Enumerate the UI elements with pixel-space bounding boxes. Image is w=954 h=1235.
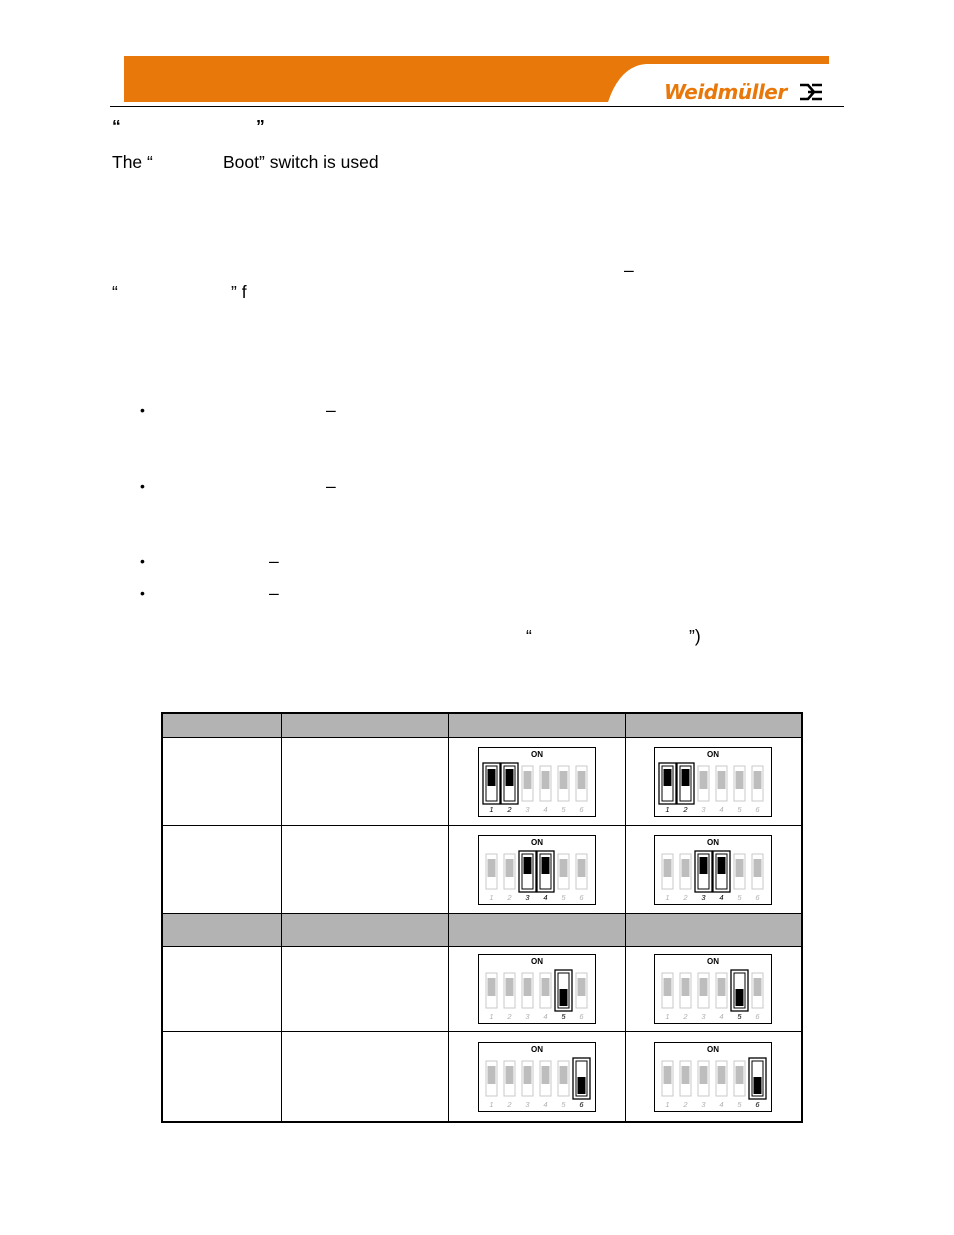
dip-switch-knob [718,978,726,996]
dip-switch-number: 1 [665,1099,670,1109]
paragraph-intro-rest: Boot” switch is used [223,152,379,172]
dip-switch-knob [754,859,762,877]
dip-switch-knob [664,859,672,877]
dip-switch-knob [664,769,672,786]
table-section-header-row [162,914,802,947]
table-cell [448,947,625,1032]
heading-open-quote: “ [112,116,121,136]
dip-switch-diagram [654,1042,772,1112]
dip-switch-knob [523,857,531,874]
table-cell [625,947,802,1032]
dip-switch-knob [718,771,726,789]
dip-switch-knob [754,978,762,996]
dip-switch-diagram [478,747,596,817]
table-header-cell [281,713,448,738]
dip-switch-number: 5 [560,804,566,814]
dip-switch-knob [718,857,726,874]
dip-switch-diagram [478,1042,596,1112]
dip-switch-number: 4 [719,1099,724,1109]
bullet-marker: • [140,402,145,418]
dip-switch-knob [541,857,549,874]
dip-switch-number: 1 [665,1012,670,1021]
dip-switch-number: 4 [719,804,724,814]
dip-switch-knob [700,771,708,789]
dip-switch-knob [523,1066,531,1084]
dip-switch-number: 2 [506,804,512,814]
dip-switch-knob [541,1066,549,1084]
paragraph-intro-start: The “ [112,152,153,172]
dip-switch-number: 4 [719,1012,724,1021]
dip-switch-number: 6 [578,1099,584,1109]
dip-switch-number: 1 [488,892,494,902]
dip-switch-knob [754,771,762,789]
dip-switch-number: 4 [719,892,724,902]
note-close-quote: ”) [689,626,701,646]
dip-switch-number: 3 [701,804,706,814]
dip-switch-knob [577,978,585,996]
dip-switch-knob [487,978,495,996]
dip-switch-number: 6 [578,804,584,814]
table-cell [448,1032,625,1123]
dip-switch-knob [700,1066,708,1084]
paragraph-close-quote: ” f [231,282,247,302]
dip-switch-knob [736,771,744,789]
dip-switch-knob [682,769,690,786]
dip-switch-number: 4 [542,804,548,814]
table-row [162,1032,802,1123]
dip-switch-knob [505,769,513,786]
bullet-dash: – [326,400,336,420]
dip-switch-knob [523,978,531,996]
dip-switch-knob [736,1066,744,1084]
dip-switch-knob [487,859,495,877]
dip-switch-knob [559,771,567,789]
dip-switch-knob [505,978,513,996]
dip-switch-diagram [478,835,596,905]
dip-switch-number: 3 [524,892,530,902]
dip-switch-knob [505,1066,513,1084]
dip-on-label: ON [530,957,543,966]
dip-switch-number: 4 [542,1099,548,1109]
dip-switch-knob [487,769,495,786]
dip-on-label: ON [707,749,720,759]
dip-switch-knob [664,978,672,996]
bullet-dash: – [269,551,279,571]
dip-switch-knob [754,1077,762,1094]
dip-switch-number: 1 [488,1099,494,1109]
dip-switch-number: 2 [683,1099,688,1109]
dip-switch-diagram [654,954,772,1024]
table-header-cell [625,713,802,738]
table-cell [162,738,281,826]
table-row [162,738,802,826]
dip-switch-knob [718,1066,726,1084]
dip-switch-number: 1 [665,804,670,814]
table-cell [625,826,802,914]
dip-switch-knob [664,1066,672,1084]
note-open-quote: “ [526,626,532,646]
table-header-cell [448,713,625,738]
dip-switch-knob [682,859,690,877]
dip-switch-number: 5 [737,1012,742,1021]
bullet-dash: – [269,583,279,603]
dip-switch-number: 2 [683,804,688,814]
header-divider [110,106,844,107]
table-row [162,947,802,1032]
table-cell [281,1032,448,1123]
dip-switch-knob [487,1066,495,1084]
dip-switch-table [161,712,803,1123]
dip-switch-number: 5 [560,1012,566,1021]
table-header-cell [625,914,802,947]
table-header-cell [281,914,448,947]
table-header-cell [162,914,281,947]
dip-switch-knob [577,771,585,789]
dip-switch-knob [559,989,567,1006]
dip-on-label: ON [530,749,543,759]
dip-switch-number: 3 [701,1099,706,1109]
table-cell [625,1032,802,1123]
dip-switch-number: 3 [701,1012,706,1021]
dip-on-label: ON [530,1044,543,1054]
dip-switch-number: 6 [578,1012,584,1021]
table-cell [162,826,281,914]
dip-switch-number: 5 [560,892,566,902]
dip-switch-diagram [654,747,772,817]
dip-switch-knob [505,859,513,877]
dip-switch-number: 3 [524,804,530,814]
dip-switch-number: 2 [506,1099,512,1109]
dip-switch-number: 6 [755,892,760,902]
dip-switch-knob [700,978,708,996]
dip-switch-number: 2 [506,1012,512,1021]
dip-on-label: ON [707,1044,720,1054]
dip-switch-number: 5 [737,804,742,814]
table-cell [281,947,448,1032]
table-row [162,826,802,914]
dip-switch-knob [559,1066,567,1084]
dip-switch-number: 5 [737,892,742,902]
dip-switch-number: 4 [542,1012,548,1021]
bullet-marker: • [140,553,145,569]
dip-switch-knob [682,978,690,996]
bullet-marker: • [140,585,145,601]
dip-switch-diagram [654,835,772,905]
dip-switch-number: 5 [737,1099,742,1109]
table-cell [625,738,802,826]
dip-switch-diagram [478,954,596,1024]
dip-switch-number: 6 [755,1012,760,1021]
dip-switch-knob [682,1066,690,1084]
table-cell [281,826,448,914]
table-header-cell [448,914,625,947]
table-header-cell [162,713,281,738]
dip-on-label: ON [707,957,720,966]
dip-on-label: ON [530,837,543,847]
paragraph-dash: – [624,260,634,280]
dip-switch-knob [559,859,567,877]
table-cell [448,826,625,914]
dip-switch-number: 6 [578,892,584,902]
dip-switch-number: 2 [506,892,512,902]
heading-close-quote: ” [256,116,265,136]
dip-on-label: ON [707,837,720,847]
dip-switch-knob [523,771,531,789]
dip-switch-knob [577,1077,585,1094]
dip-switch-number: 2 [683,892,688,902]
table-header-row [162,713,802,738]
dip-switch-number: 3 [701,892,706,902]
table-cell [162,1032,281,1123]
table-cell [448,738,625,826]
dip-switch-knob [541,771,549,789]
table-cell [162,947,281,1032]
dip-switch-number: 5 [560,1099,566,1109]
dip-switch-number: 1 [488,804,494,814]
dip-switch-number: 1 [488,1012,494,1021]
brand-logo-text: Weidmüller [664,80,787,104]
dip-switch-knob [541,978,549,996]
brand-logo [664,80,787,104]
dip-switch-knob [700,857,708,874]
dip-switch-number: 4 [542,892,548,902]
dip-switch-number: 2 [683,1012,688,1021]
bullet-marker: • [140,478,145,494]
dip-switch-number: 6 [755,1099,760,1109]
weidmuller-mark-icon [798,82,824,102]
paragraph-open-quote: “ [112,282,118,302]
dip-switch-knob [736,859,744,877]
dip-switch-number: 1 [665,892,670,902]
bullet-dash: – [326,476,336,496]
dip-switch-number: 6 [755,804,760,814]
dip-switch-number: 3 [524,1012,530,1021]
dip-switch-knob [736,989,744,1006]
dip-switch-number: 3 [524,1099,530,1109]
table-cell [281,738,448,826]
dip-switch-knob [577,859,585,877]
